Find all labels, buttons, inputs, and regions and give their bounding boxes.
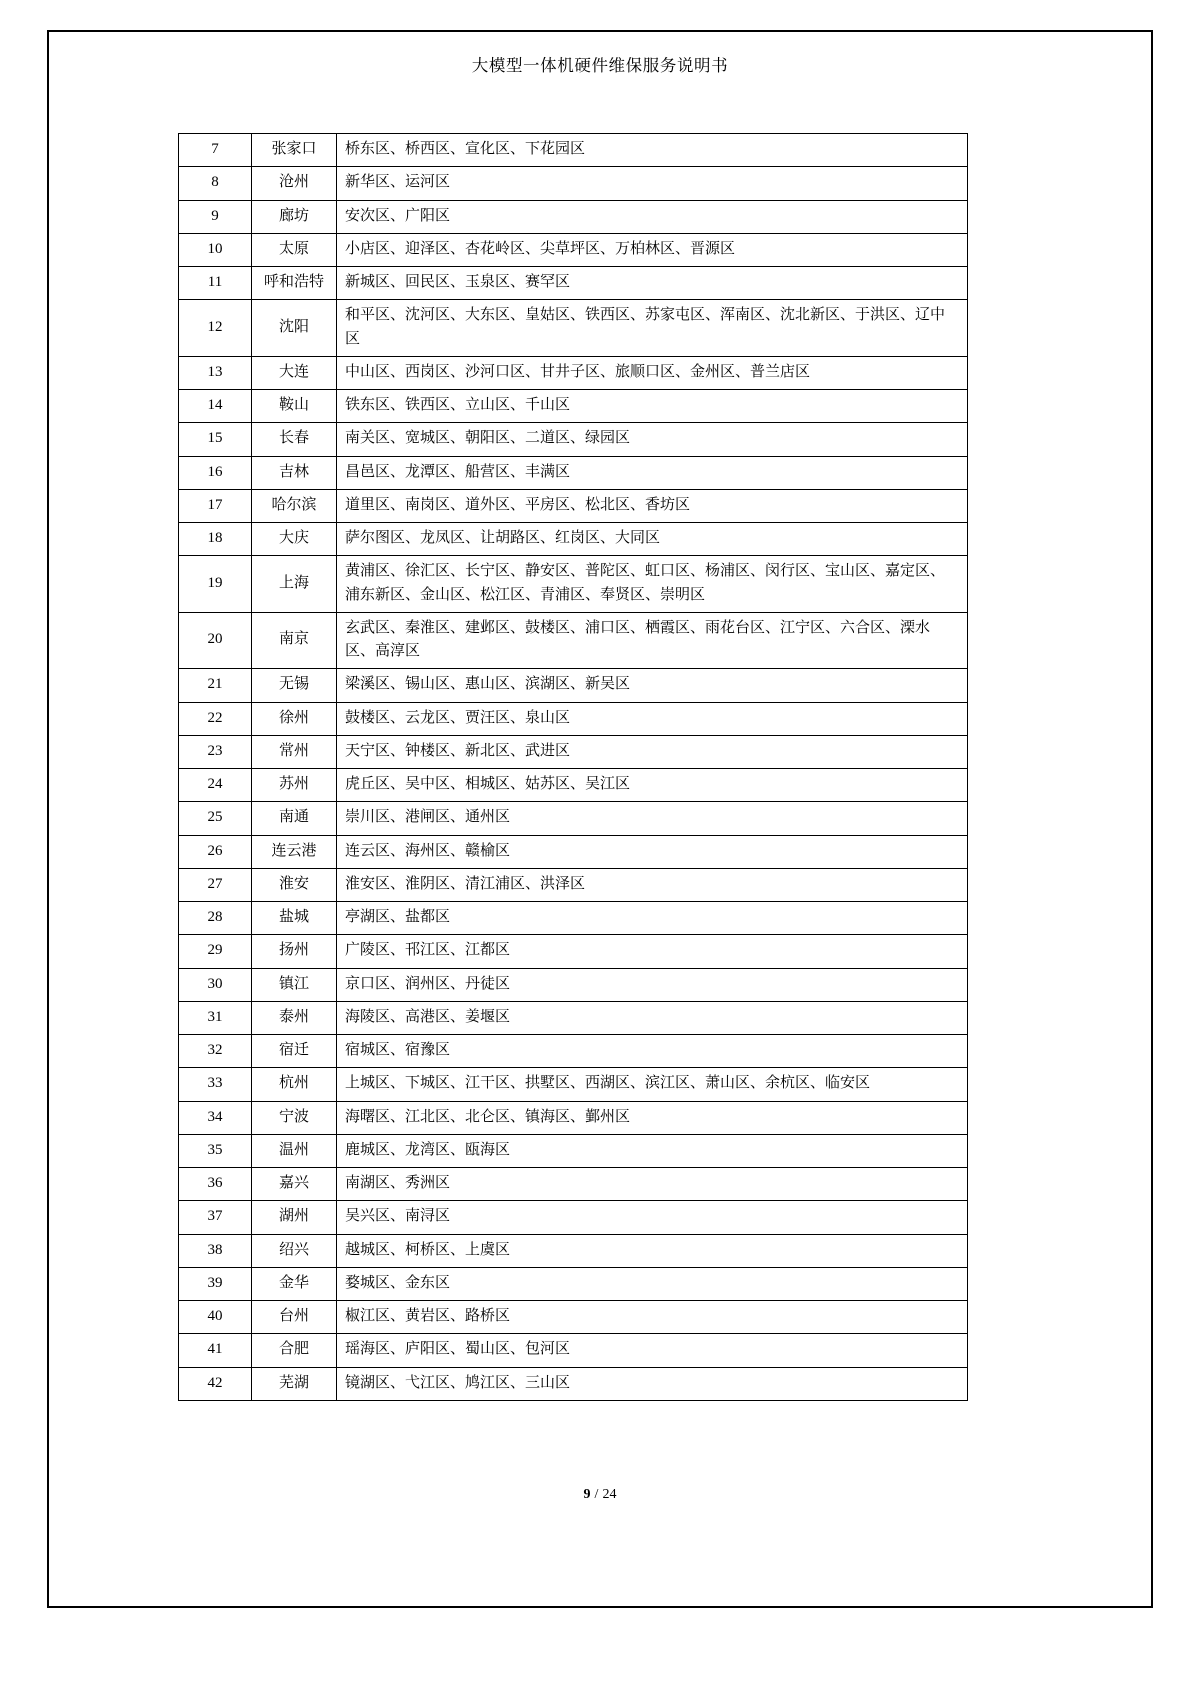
cell-city: 吉林 [252, 456, 337, 489]
table-row [179, 1035, 968, 1068]
cell-city: 无锡 [252, 669, 337, 702]
cell-index: 13 [179, 356, 252, 389]
table-row [179, 1334, 968, 1367]
cell-city: 张家口 [252, 134, 337, 167]
table-row [179, 1234, 968, 1267]
cell-districts: 京口区、润州区、丹徒区 [337, 968, 968, 1001]
cell-index: 35 [179, 1134, 252, 1167]
table-row [179, 233, 968, 266]
cell-city: 宿迁 [252, 1035, 337, 1068]
cell-districts: 虎丘区、吴中区、相城区、姑苏区、吴江区 [337, 769, 968, 802]
table-row [179, 390, 968, 423]
cell-city: 南通 [252, 802, 337, 835]
cell-index: 38 [179, 1234, 252, 1267]
cell-index: 14 [179, 390, 252, 423]
table-row [179, 612, 968, 669]
cell-districts: 铁东区、铁西区、立山区、千山区 [337, 390, 968, 423]
cell-city: 哈尔滨 [252, 489, 337, 522]
cell-index: 21 [179, 669, 252, 702]
cell-index: 25 [179, 802, 252, 835]
page-footer [0, 1487, 1200, 1503]
table-row [179, 669, 968, 702]
table-row [179, 1267, 968, 1300]
cell-index: 42 [179, 1367, 252, 1400]
cell-index: 27 [179, 868, 252, 901]
cell-index: 33 [179, 1068, 252, 1101]
cell-index: 8 [179, 167, 252, 200]
cell-index: 15 [179, 423, 252, 456]
cell-city: 盐城 [252, 902, 337, 935]
table-row [179, 1001, 968, 1034]
cell-districts: 海曙区、江北区、北仑区、镇海区、鄞州区 [337, 1101, 968, 1134]
cell-city: 常州 [252, 735, 337, 768]
cell-districts: 越城区、柯桥区、上虞区 [337, 1234, 968, 1267]
cell-index: 24 [179, 769, 252, 802]
cell-city: 上海 [252, 556, 337, 613]
cell-index: 16 [179, 456, 252, 489]
cell-districts: 新华区、运河区 [337, 167, 968, 200]
cell-districts: 宿城区、宿豫区 [337, 1035, 968, 1068]
table-row [179, 423, 968, 456]
page-header-title: 大模型一体机硬件维保服务说明书 [471, 56, 729, 75]
cell-districts: 鼓楼区、云龙区、贾汪区、泉山区 [337, 702, 968, 735]
cell-city: 镇江 [252, 968, 337, 1001]
cell-city: 廊坊 [252, 200, 337, 233]
cell-index: 10 [179, 233, 252, 266]
table-row [179, 356, 968, 389]
cell-city: 鞍山 [252, 390, 337, 423]
cell-city: 芜湖 [252, 1367, 337, 1400]
table-row [179, 769, 968, 802]
cell-city: 大连 [252, 356, 337, 389]
cell-city: 嘉兴 [252, 1168, 337, 1201]
cell-districts: 天宁区、钟楼区、新北区、武进区 [337, 735, 968, 768]
cell-city: 台州 [252, 1301, 337, 1334]
table-row [179, 1301, 968, 1334]
cell-districts: 道里区、南岗区、道外区、平房区、松北区、香坊区 [337, 489, 968, 522]
table-row [179, 1101, 968, 1134]
cell-city: 大庆 [252, 523, 337, 556]
table-row [179, 1168, 968, 1201]
table-row [179, 556, 968, 613]
cell-index: 36 [179, 1168, 252, 1201]
table-row [179, 1367, 968, 1400]
cell-index: 40 [179, 1301, 252, 1334]
cell-index: 26 [179, 835, 252, 868]
cell-districts: 镜湖区、弋江区、鸠江区、三山区 [337, 1367, 968, 1400]
table-row [179, 835, 968, 868]
cell-city: 温州 [252, 1134, 337, 1167]
cell-city: 湖州 [252, 1201, 337, 1234]
table-row [179, 1201, 968, 1234]
table-row [179, 1134, 968, 1167]
cell-index: 7 [179, 134, 252, 167]
cell-index: 37 [179, 1201, 252, 1234]
cell-index: 11 [179, 267, 252, 300]
cell-index: 30 [179, 968, 252, 1001]
table-row [179, 935, 968, 968]
table-row [179, 523, 968, 556]
cell-city: 徐州 [252, 702, 337, 735]
cell-districts: 昌邑区、龙潭区、船营区、丰满区 [337, 456, 968, 489]
cell-districts: 广陵区、邗江区、江都区 [337, 935, 968, 968]
cell-index: 9 [179, 200, 252, 233]
cell-city: 苏州 [252, 769, 337, 802]
cell-districts: 和平区、沈河区、大东区、皇姑区、铁西区、苏家屯区、浑南区、沈北新区、于洪区、辽中区 [337, 300, 968, 357]
table-row [179, 1068, 968, 1101]
cell-districts: 桥东区、桥西区、宣化区、下花园区 [337, 134, 968, 167]
page-content [178, 133, 968, 1401]
cell-districts: 上城区、下城区、江干区、拱墅区、西湖区、滨江区、萧山区、余杭区、临安区 [337, 1068, 968, 1101]
cell-city: 宁波 [252, 1101, 337, 1134]
cell-districts: 中山区、西岗区、沙河口区、甘井子区、旅顺口区、金州区、普兰店区 [337, 356, 968, 389]
cell-city: 南京 [252, 612, 337, 669]
service-coverage-table [178, 133, 968, 1401]
table-body [179, 134, 968, 1401]
cell-districts: 萨尔图区、龙凤区、让胡路区、红岗区、大同区 [337, 523, 968, 556]
cell-districts: 玄武区、秦淮区、建邺区、鼓楼区、浦口区、栖霞区、雨花台区、江宁区、六合区、溧水区、高淳区 [337, 612, 968, 669]
page-separator: / [594, 1487, 599, 1502]
cell-index: 22 [179, 702, 252, 735]
cell-city: 扬州 [252, 935, 337, 968]
cell-index: 39 [179, 1267, 252, 1300]
cell-index: 17 [179, 489, 252, 522]
cell-city: 合肥 [252, 1334, 337, 1367]
cell-districts: 梁溪区、锡山区、惠山区、滨湖区、新吴区 [337, 669, 968, 702]
table-row [179, 489, 968, 522]
cell-city: 金华 [252, 1267, 337, 1300]
cell-districts: 亭湖区、盐都区 [337, 902, 968, 935]
cell-districts: 海陵区、高港区、姜堰区 [337, 1001, 968, 1034]
table-row [179, 735, 968, 768]
cell-index: 28 [179, 902, 252, 935]
cell-districts: 鹿城区、龙湾区、瓯海区 [337, 1134, 968, 1167]
cell-city: 杭州 [252, 1068, 337, 1101]
cell-city: 泰州 [252, 1001, 337, 1034]
cell-city: 沧州 [252, 167, 337, 200]
current-page-number: 9 [583, 1487, 591, 1502]
table-row [179, 968, 968, 1001]
cell-city: 长春 [252, 423, 337, 456]
table-row [179, 267, 968, 300]
cell-city: 沈阳 [252, 300, 337, 357]
cell-index: 31 [179, 1001, 252, 1034]
cell-districts: 黄浦区、徐汇区、长宁区、静安区、普陀区、虹口区、杨浦区、闵行区、宝山区、嘉定区、浦东新区、金山区、松江区、青浦区、奉贤区、崇明区 [337, 556, 968, 613]
total-page-number: 24 [602, 1487, 617, 1502]
cell-index: 32 [179, 1035, 252, 1068]
cell-districts: 安次区、广阳区 [337, 200, 968, 233]
cell-index: 29 [179, 935, 252, 968]
cell-city: 淮安 [252, 868, 337, 901]
cell-index: 34 [179, 1101, 252, 1134]
cell-index: 18 [179, 523, 252, 556]
cell-districts: 南关区、宽城区、朝阳区、二道区、绿园区 [337, 423, 968, 456]
cell-index: 12 [179, 300, 252, 357]
table-row [179, 902, 968, 935]
cell-city: 绍兴 [252, 1234, 337, 1267]
cell-index: 23 [179, 735, 252, 768]
table-row [179, 456, 968, 489]
table-row [179, 802, 968, 835]
table-row [179, 134, 968, 167]
cell-districts: 南湖区、秀洲区 [337, 1168, 968, 1201]
cell-index: 20 [179, 612, 252, 669]
table-row [179, 167, 968, 200]
cell-districts: 崇川区、港闸区、通州区 [337, 802, 968, 835]
cell-index: 19 [179, 556, 252, 613]
cell-districts: 瑶海区、庐阳区、蜀山区、包河区 [337, 1334, 968, 1367]
cell-districts: 连云区、海州区、赣榆区 [337, 835, 968, 868]
cell-city: 呼和浩特 [252, 267, 337, 300]
cell-districts: 淮安区、淮阴区、清江浦区、洪泽区 [337, 868, 968, 901]
cell-districts: 椒江区、黄岩区、路桥区 [337, 1301, 968, 1334]
cell-city: 连云港 [252, 835, 337, 868]
cell-districts: 婺城区、金东区 [337, 1267, 968, 1300]
table-row [179, 200, 968, 233]
cell-districts: 吴兴区、南浔区 [337, 1201, 968, 1234]
table-row [179, 702, 968, 735]
cell-districts: 小店区、迎泽区、杏花岭区、尖草坪区、万柏林区、晋源区 [337, 233, 968, 266]
cell-city: 太原 [252, 233, 337, 266]
table-row [179, 868, 968, 901]
table-row [179, 300, 968, 357]
cell-index: 41 [179, 1334, 252, 1367]
cell-districts: 新城区、回民区、玉泉区、赛罕区 [337, 267, 968, 300]
